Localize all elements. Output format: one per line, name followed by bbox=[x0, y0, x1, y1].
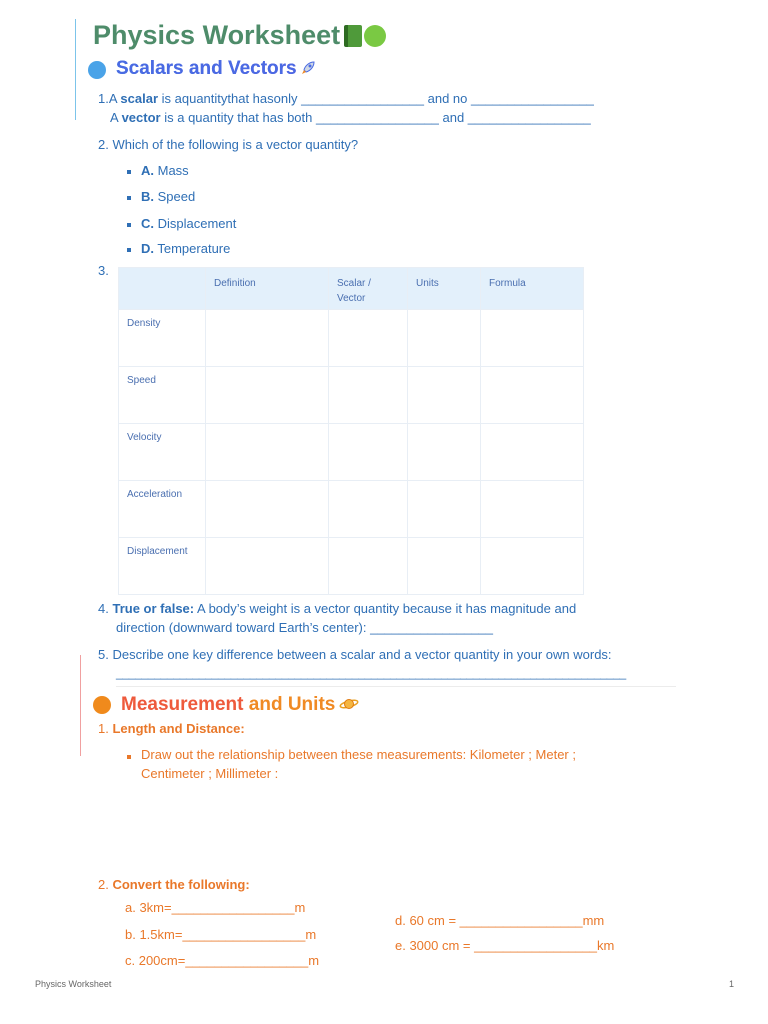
answer-cell[interactable] bbox=[206, 538, 329, 595]
question-1-line-2: A vector is a quantity that has both _________________ and _________________ bbox=[110, 110, 591, 125]
row-label: Speed bbox=[119, 367, 206, 424]
table-header-cell: Definition bbox=[206, 268, 329, 310]
page-title bbox=[93, 20, 386, 51]
row-label: Displacement bbox=[119, 538, 206, 595]
bullet bbox=[127, 223, 131, 227]
answer-cell[interactable] bbox=[481, 424, 584, 481]
answer-cell[interactable] bbox=[481, 367, 584, 424]
section-accent-bar-red bbox=[80, 655, 81, 756]
question-1-line-1: 1.A scalar is aquantitythat hasonly _________________ and no _________________ bbox=[98, 91, 594, 106]
bullet bbox=[127, 755, 131, 759]
answer-cell[interactable] bbox=[206, 481, 329, 538]
bullet-text-line-2: Centimeter ; Millimeter : bbox=[141, 766, 279, 781]
table-row bbox=[119, 310, 584, 367]
table-row bbox=[119, 481, 584, 538]
divider bbox=[116, 686, 676, 687]
table-row bbox=[119, 367, 584, 424]
answer-line[interactable]: ________________________________________________________________________________ bbox=[116, 666, 626, 680]
table-header-cell bbox=[119, 268, 206, 310]
section-heading-measurement: Measurement and Units bbox=[121, 694, 359, 716]
table-header-cell: Scalar / Vector bbox=[329, 268, 408, 310]
conversion-e[interactable]: e. 3000 cm = _________________km bbox=[395, 938, 615, 953]
conversion-d[interactable]: d. 60 cm = _________________mm bbox=[395, 913, 605, 928]
section-heading-scalars: Scalars and Vectors bbox=[116, 58, 316, 80]
answer-cell[interactable] bbox=[329, 367, 408, 424]
table-header-cell: Units bbox=[408, 268, 481, 310]
rocket-icon bbox=[300, 60, 316, 76]
bullet bbox=[127, 196, 131, 200]
bullet-text-line-1: Draw out the relationship between these measurements: Kilometer ; Meter ; bbox=[141, 747, 576, 762]
conversion-b[interactable]: b. 1.5km=_________________m bbox=[125, 927, 317, 942]
page-number: 1 bbox=[729, 979, 735, 989]
answer-cell[interactable] bbox=[481, 481, 584, 538]
answer-cell[interactable] bbox=[408, 367, 481, 424]
table-row bbox=[119, 424, 584, 481]
table-header-cell: Formula bbox=[481, 268, 584, 310]
question-5: 5. Describe one key difference between a scalar and a vector quantity in your own words: bbox=[98, 647, 612, 662]
row-label: Density bbox=[119, 310, 206, 367]
question-4-line-1: 4. True or false: A body’s weight is a vector quantity because it has magnitude and bbox=[98, 601, 577, 616]
blue-circle-icon bbox=[88, 61, 106, 79]
option-a: A. Mass bbox=[141, 163, 189, 178]
answer-cell[interactable] bbox=[481, 538, 584, 595]
answer-cell[interactable] bbox=[206, 310, 329, 367]
row-label: Velocity bbox=[119, 424, 206, 481]
bullet bbox=[127, 248, 131, 252]
answer-cell[interactable] bbox=[408, 424, 481, 481]
section-accent-bar-blue bbox=[75, 19, 76, 120]
answer-cell[interactable] bbox=[329, 538, 408, 595]
answer-cell[interactable] bbox=[329, 481, 408, 538]
table-header-row bbox=[119, 268, 584, 310]
answer-cell[interactable] bbox=[481, 310, 584, 367]
table-row bbox=[119, 538, 584, 595]
question-2: 2. Which of the following is a vector quantity? bbox=[98, 137, 359, 152]
quantities-table bbox=[118, 267, 584, 595]
answer-cell[interactable] bbox=[408, 538, 481, 595]
option-c: C. Displacement bbox=[141, 216, 237, 231]
ringed-planet-icon bbox=[339, 697, 359, 711]
conversion-c[interactable]: c. 200cm=_________________m bbox=[125, 953, 320, 968]
answer-cell[interactable] bbox=[206, 367, 329, 424]
measurement-question-1: 1. Length and Distance: bbox=[98, 721, 245, 736]
green-book-icon bbox=[344, 25, 362, 47]
measurement-question-2: 2. Convert the following: bbox=[98, 877, 250, 892]
row-label: Acceleration bbox=[119, 481, 206, 538]
answer-cell[interactable] bbox=[329, 424, 408, 481]
answer-cell[interactable] bbox=[206, 424, 329, 481]
orange-circle-icon bbox=[93, 696, 111, 714]
answer-cell[interactable] bbox=[408, 310, 481, 367]
answer-cell[interactable] bbox=[408, 481, 481, 538]
option-d: D. Temperature bbox=[141, 241, 231, 256]
conversion-a[interactable]: a. 3km=_________________m bbox=[125, 900, 306, 915]
green-apple-icon bbox=[364, 25, 386, 47]
answer-cell[interactable] bbox=[329, 310, 408, 367]
question-4-line-2: direction (downward toward Earth’s center): _________________ bbox=[116, 620, 494, 635]
page-title-text: Physics Worksheet bbox=[93, 20, 341, 50]
question-3-label: 3. bbox=[98, 263, 109, 278]
option-b: B. Speed bbox=[141, 189, 196, 204]
footer-title: Physics Worksheet bbox=[35, 979, 112, 989]
bullet bbox=[127, 170, 131, 174]
